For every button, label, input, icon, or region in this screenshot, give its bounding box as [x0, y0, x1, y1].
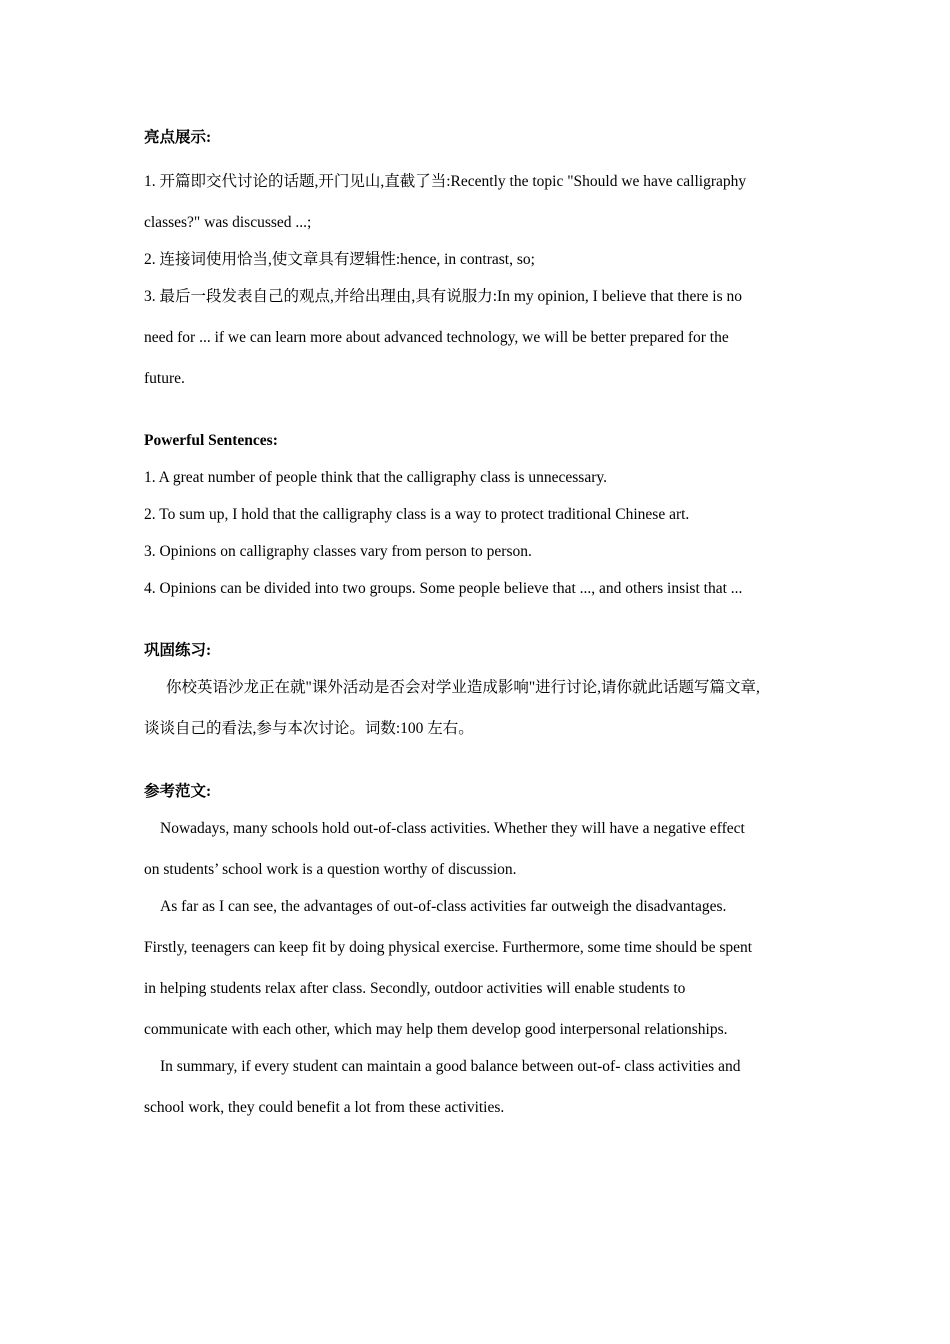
highlights-line-4: 3. 最后一段发表自己的观点,并给出理由,具有说服力:In my opinion, I believe that there is no: [144, 288, 742, 305]
sample-line-3: As far as I can see, the advantages of out-of-class activities far outweigh the disadvantages.: [160, 898, 727, 915]
highlights-line-1: 1. 开篇即交代讨论的话题,开门见山,直截了当:Recently the topic "Should we have calligraphy: [144, 173, 747, 190]
powerful-heading: Powerful Sentences:: [144, 432, 278, 449]
sample-line-1: Nowadays, many schools hold out-of-class activities. Whether they will have a negative effect: [160, 820, 745, 837]
practice-line-2: 谈谈自己的看法,参与本次讨论。词数:100 左右。: [144, 720, 474, 737]
practice-heading: 巩固练习:: [144, 642, 212, 659]
sample-line-8: school work, they could benefit a lot from these activities.: [144, 1099, 505, 1116]
sample-line-6: communicate with each other, which may help them develop good interpersonal relationships.: [144, 1021, 728, 1038]
sample-line-2: on students’ school work is a question worthy of discussion.: [144, 861, 517, 878]
practice-line-1: 你校英语沙龙正在就"课外活动是否会对学业造成影响"进行讨论,请你就此话题写篇文章,: [166, 679, 760, 696]
highlights-line-5: need for ... if we can learn more about advanced technology, we will be better prepared for the: [144, 329, 729, 346]
powerful-line-1: 1. A great number of people think that the calligraphy class is unnecessary.: [144, 469, 608, 486]
document-content: [144, 118, 819, 1119]
sample-line-7: In summary, if every student can maintain a good balance between out-of- class activities and: [160, 1058, 741, 1075]
powerful-line-4: 4. Opinions can be divided into two groups. Some people believe that ..., and others insist that ...: [144, 580, 743, 597]
highlights-line-3: 2. 连接词使用恰当,使文章具有逻辑性:hence, in contrast, so;: [144, 251, 535, 268]
highlights-line-6: future.: [144, 370, 185, 387]
powerful-line-2: 2. To sum up, I hold that the calligraphy class is a way to protect traditional Chinese art.: [144, 506, 690, 523]
sample-line-5: in helping students relax after class. Secondly, outdoor activities will enable students to: [144, 980, 686, 997]
highlights-heading: 亮点展示:: [144, 129, 212, 146]
sample-line-4: Firstly, teenagers can keep fit by doing physical exercise. Furthermore, some time should be spent: [144, 939, 753, 956]
highlights-line-2: classes?" was discussed ...;: [144, 214, 312, 231]
powerful-line-3: 3. Opinions on calligraphy classes vary from person to person.: [144, 543, 532, 560]
sample-heading: 参考范文:: [144, 783, 212, 800]
